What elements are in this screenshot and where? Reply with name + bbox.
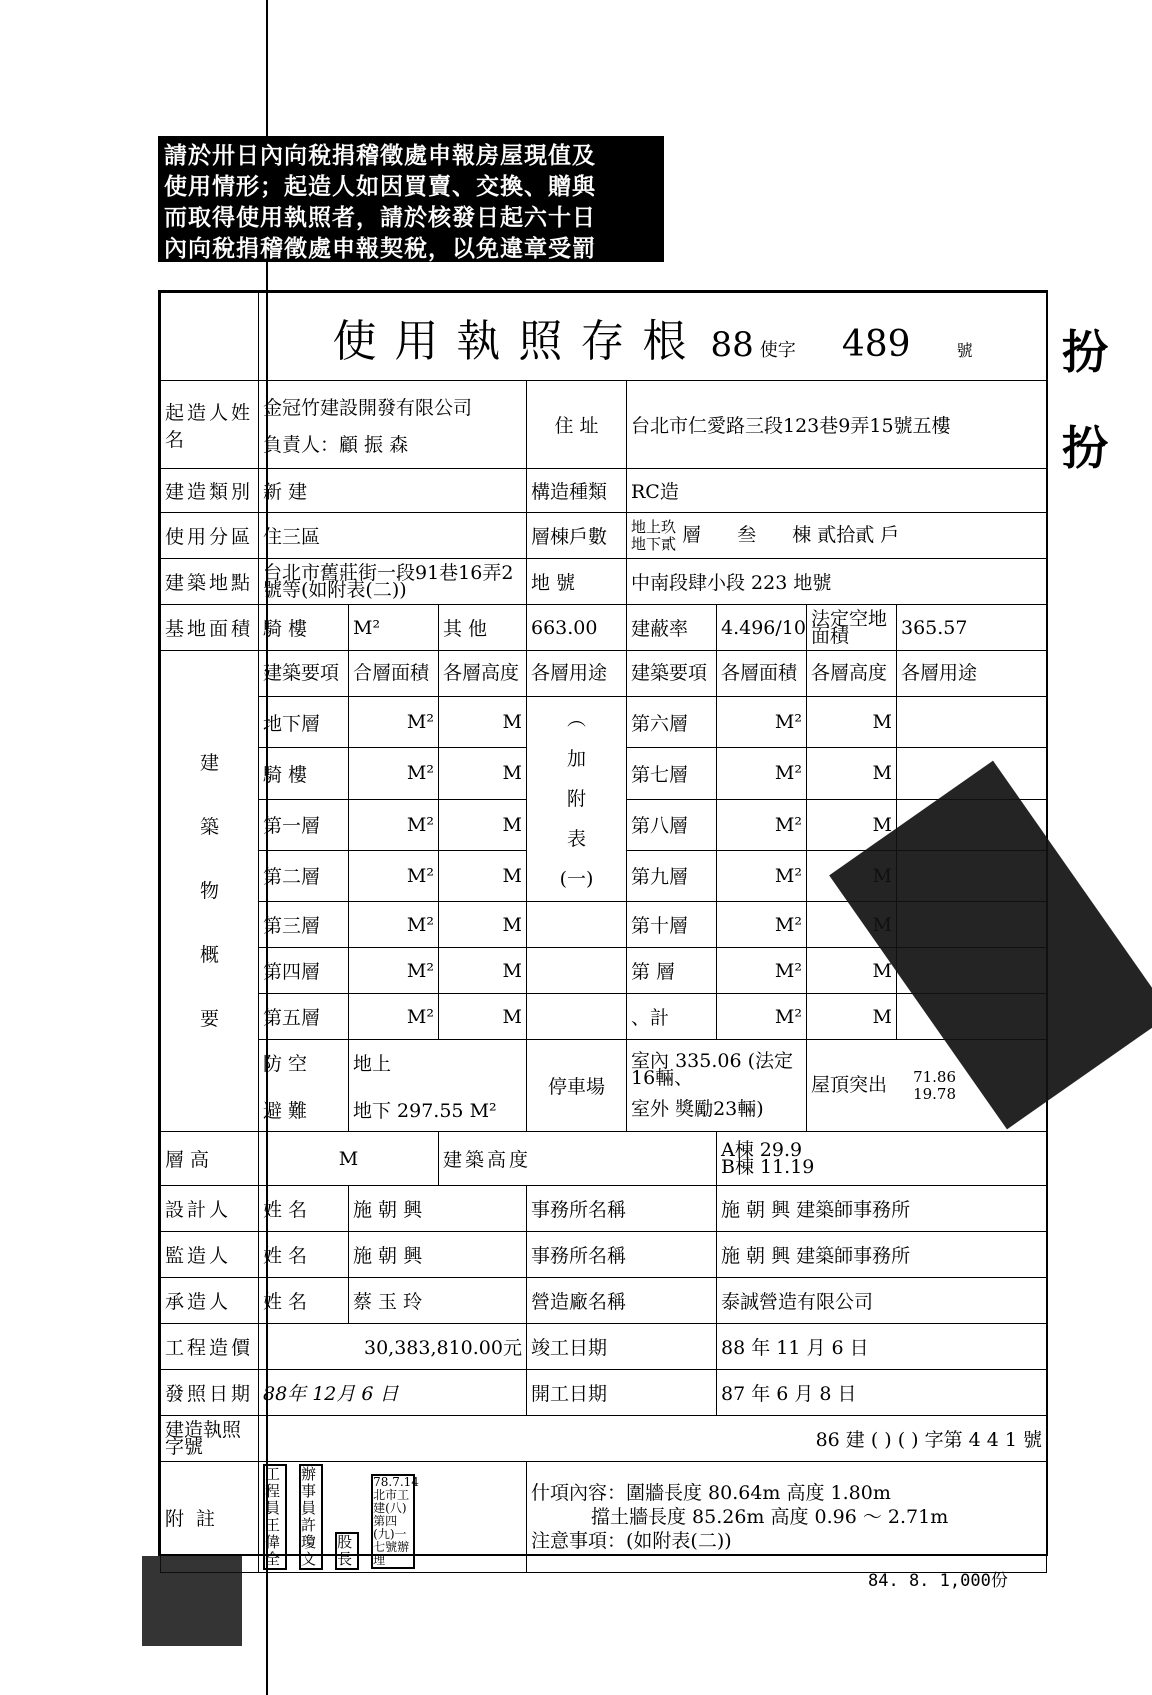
site-value: 台北市舊莊街一段91巷16弄2號等(如附表(二)) bbox=[259, 559, 527, 605]
indoor-area: 335.06 bbox=[675, 1050, 742, 1072]
designer-label: 設計人 bbox=[161, 1186, 259, 1232]
shelter-label: 防 空 避 難 bbox=[259, 1040, 349, 1132]
arcade-label: 騎 樓 bbox=[259, 605, 349, 651]
parking-values: 室內 335.06 (法定16輛、 室外 獎勵23輛) bbox=[627, 1040, 807, 1132]
floor-right-1: 第七層 bbox=[627, 748, 717, 799]
floor-right-5: 第 層 bbox=[627, 948, 717, 994]
contractor-label: 承造人 bbox=[161, 1278, 259, 1324]
notice-line-3: 而取得使用執照者，請於核發日起六十日 bbox=[164, 204, 596, 231]
remark-line-3: 注意事項：(如附表(二)) bbox=[531, 1530, 732, 1552]
notice-line-1: 請於卅日內向稅捐稽徵處申報房屋現值及 bbox=[164, 142, 596, 169]
owner-company: 金冠竹建設開發有限公司 bbox=[263, 396, 473, 419]
building-height-label: 建築高度 bbox=[439, 1132, 717, 1186]
supervisor-name: 施 朝 興 bbox=[349, 1232, 527, 1278]
floor-word: 層 bbox=[682, 523, 702, 546]
issue-label: 發照日期 bbox=[161, 1370, 259, 1416]
arcade-unit: M² bbox=[349, 605, 439, 651]
section-stamp: 股長 bbox=[335, 1532, 359, 1570]
floors-value-cell bbox=[627, 513, 1047, 559]
hdr-item: 建築要項 bbox=[259, 651, 349, 697]
roof-cell: 屋頂突出 71.86 19.78 bbox=[807, 1040, 1047, 1132]
floor-right-3: 第九層 bbox=[627, 850, 717, 901]
lot-value: 中南段肆小段 223 地號 bbox=[627, 559, 1047, 605]
contractor-office: 泰誠營造有限公司 bbox=[717, 1278, 1047, 1324]
notice-line-4: 內向稅捐稽徵處申報契稅，以免違章受罰 bbox=[164, 235, 596, 262]
print-footer: 84. 8. 1,000份 bbox=[868, 1571, 1008, 1591]
title-cell bbox=[259, 293, 1047, 381]
permit-suffix: 號 bbox=[956, 340, 973, 360]
build-type-label: 建造類別 bbox=[161, 469, 259, 513]
address-label: 住 址 bbox=[527, 381, 627, 469]
remark-text bbox=[527, 1462, 1047, 1573]
unit-count: 棟 貳拾貳 戶 bbox=[792, 523, 900, 546]
zone-value: 住三區 bbox=[259, 513, 527, 559]
structure-value: RC造 bbox=[627, 469, 1047, 513]
hdr-height: 各層高度 bbox=[439, 651, 527, 697]
floor-left-3: 第二層 bbox=[259, 850, 349, 901]
cost-label: 工程造價 bbox=[161, 1324, 259, 1370]
area-label: 基地面積 bbox=[161, 605, 259, 651]
approver-stamp: 工程員王偉全 bbox=[263, 1464, 287, 1570]
permit-table: 使用執照存根 88 使字 489 號 起造人姓名 金冠竹建設開發有限公司 負責人：顧 振 森 住 址 台北市仁愛路三段123巷9弄15號五樓 建造類別 新 建 構造種類 RC造 使用分區 住三區 層棟戶數 地上玖 地下貳 層 叁 棟 貳拾貳 戶 建築地點 台北市舊莊街一段91巷16弄2號等(如附表(二)) 地 號 中南段肆小段 223 地號 基地面積 騎 樓 M² 其 他 663.00 建蔽率 4.496/10 法定空地面積 365.57 建 築 物 概 要 建築要項 合層面積 各層高度 各層用途 建築要項 各層面積 各層高度 各層用途 地下層 M² M ︵ 加 附 表 (一) 第六層 M² M 騎 樓 M² M 第七層 M² M 第一層 M² M 第八層 M² M 第二層 M² M 第九層 M² 第三層 M² M 第十層 M² 第四層 M² M 第 層 M² M 第五層 M² M 、計 M² M 防 空 避 難 地上 地下 297.55 M² 停車場 室內 335.06 (法定16輛、 室外 獎勵23輛) 屋頂突出 71.86 19.78 層 高 M 建築高度 A棟 29.9 B棟 11.19 設計人 姓 名 施 朝 興 事務所名稱 施 朝 興 建築師事務所 監造人 姓 名 施 朝 興 事務所名稱 施 朝 興 建築師事務所 承造人 姓 名 蔡 玉 玲 營造廠名稱 泰誠營造有限公司 工程造價 30,383,810.00元 竣工日期 88 年 11 月 6 日 發照日期 88年 12月 6 日 開工日期 87 年 6 月 8 日 建造執照字號 86 建 ( ) ( ) 字第 4 4 1 號 附 註 工程員王偉全 辦事員許瓊文 股長 78.7.14北市工建(八)第四(九)一七號辦理 什項內容：圍牆長度 80.64m 高度 1.80m 擋土牆長度 85.26m 高度 0.96 ～ 2.71m 注意事項：(如附表(二)) bbox=[160, 292, 1047, 1573]
hdr-area: 合層面積 bbox=[349, 651, 439, 697]
cost-value: 30,383,810.00元 bbox=[259, 1324, 527, 1370]
structure-label: 構造種類 bbox=[527, 469, 627, 513]
completion-date: 88 年 11 月 6 日 bbox=[717, 1324, 1047, 1370]
floor-right-4: 第十層 bbox=[627, 902, 717, 948]
floor-right-6: 、計 bbox=[627, 994, 717, 1040]
tax-notice-stamp bbox=[158, 136, 664, 262]
hdr-height-2: 各層高度 bbox=[807, 651, 897, 697]
permit-no-value: 86 建 ( ) ( ) 字第 4 4 1 號 bbox=[259, 1416, 1047, 1462]
edge-mark-1: 扮 bbox=[1062, 325, 1108, 379]
floors-below: 地下貳 bbox=[631, 534, 677, 553]
floor-right-0: 第六層 bbox=[627, 697, 717, 748]
hdr-use-2: 各層用途 bbox=[897, 651, 1047, 697]
other-value: 663.00 bbox=[527, 605, 627, 651]
remark-line-1: 什項內容：圍牆長度 80.64m 高度 1.80m bbox=[531, 1482, 891, 1504]
page-title: 使用執照存根 bbox=[332, 315, 705, 367]
hdr-item-2: 建築要項 bbox=[627, 651, 717, 697]
storey-label: 層 高 bbox=[161, 1132, 259, 1186]
storey-unit: M bbox=[259, 1132, 439, 1186]
permit-prefix: 使字 bbox=[759, 339, 796, 361]
permit-year: 88 bbox=[710, 324, 754, 365]
floor-left-4: 第三層 bbox=[259, 902, 349, 948]
floor-left-1: 騎 樓 bbox=[259, 748, 349, 799]
open-space-label: 法定空地面積 bbox=[807, 605, 897, 651]
supervisor-label: 監造人 bbox=[161, 1232, 259, 1278]
edge-mark-2: 扮 bbox=[1062, 421, 1108, 475]
designer-office: 施 朝 興 建築師事務所 bbox=[717, 1186, 1047, 1232]
issue-date: 88年 12月 6 日 bbox=[259, 1370, 527, 1416]
floors-above: 地上玖 bbox=[631, 517, 677, 536]
permit-number: 489 bbox=[841, 323, 911, 365]
floor-right-2: 第八層 bbox=[627, 799, 717, 850]
building-summary-label: 建 築 物 概 要 bbox=[161, 651, 259, 1132]
floor-left-0: 地下層 bbox=[259, 697, 349, 748]
remark-line-2: 擋土牆長度 85.26m 高度 0.96 ～ 2.71m bbox=[591, 1506, 949, 1528]
building-height-values: A棟 29.9 B棟 11.19 bbox=[717, 1132, 1047, 1186]
build-type-value: 新 建 bbox=[259, 469, 527, 513]
attach-note: ︵ 加 附 表 (一) bbox=[527, 697, 627, 902]
zone-label: 使用分區 bbox=[161, 513, 259, 559]
open-space-value: 365.57 bbox=[897, 605, 1047, 651]
site-label: 建築地點 bbox=[161, 559, 259, 605]
owner-value-cell bbox=[259, 381, 527, 469]
remark-label: 附 註 bbox=[161, 1462, 259, 1573]
hdr-area-2: 各層面積 bbox=[717, 651, 807, 697]
permit-no-label: 建造執照字號 bbox=[161, 1416, 259, 1462]
owner-label: 起造人姓名 bbox=[161, 381, 259, 469]
building-count: 叁 bbox=[737, 523, 757, 546]
hdr-use: 各層用途 bbox=[527, 651, 627, 697]
lot-label: 地 號 bbox=[527, 559, 627, 605]
shelter-above: 地上 bbox=[353, 1052, 392, 1075]
floor-left-2: 第一層 bbox=[259, 799, 349, 850]
clerk-stamp: 辦事員許瓊文 bbox=[299, 1464, 323, 1570]
parking-label: 停車場 bbox=[527, 1040, 627, 1132]
contractor-name: 蔡 玉 玲 bbox=[349, 1278, 527, 1324]
floor-left-5: 第四層 bbox=[259, 948, 349, 994]
shelter-values: 地上 地下 297.55 M² bbox=[349, 1040, 527, 1132]
supervisor-office: 施 朝 興 建築師事務所 bbox=[717, 1232, 1047, 1278]
start-date: 87 年 6 月 8 日 bbox=[717, 1370, 1047, 1416]
owner-address: 台北市仁愛路三段123巷9弄15號五樓 bbox=[627, 381, 1047, 469]
floor-left-6: 第五層 bbox=[259, 994, 349, 1040]
approval-stamps bbox=[259, 1462, 527, 1573]
notice-line-2: 使用情形；起造人如因買賣、交換、贈與 bbox=[164, 173, 596, 200]
coverage-value: 4.496/10 bbox=[717, 605, 807, 651]
floors-label: 層棟戶數 bbox=[527, 513, 627, 559]
seal-stamp-mark bbox=[142, 1556, 242, 1646]
coverage-label: 建蔽率 bbox=[627, 605, 717, 651]
designer-name: 施 朝 興 bbox=[349, 1186, 527, 1232]
shelter-below: 地下 297.55 bbox=[353, 1099, 464, 1122]
other-label: 其 他 bbox=[439, 605, 527, 651]
owner-person: 負責人：顧 振 森 bbox=[263, 433, 409, 456]
ref-stamp: 78.7.14北市工建(八)第四(九)一七號辦理 bbox=[373, 1475, 419, 1567]
